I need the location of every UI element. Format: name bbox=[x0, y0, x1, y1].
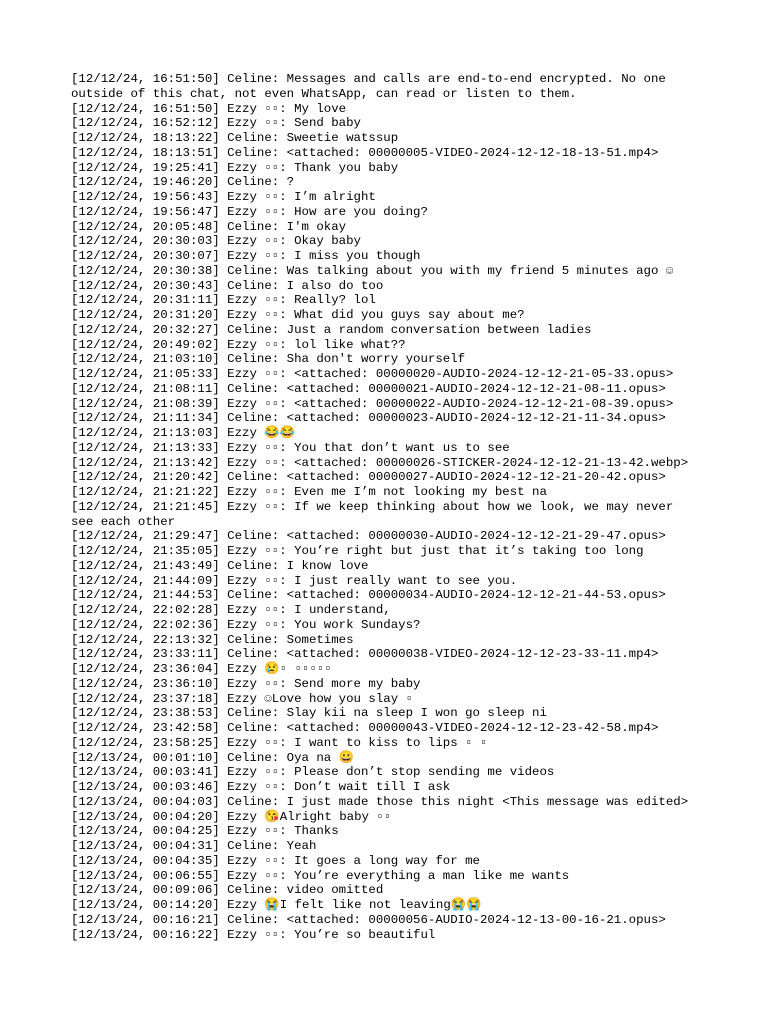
chat-message-line: [12/12/24, 23:58:25] Ezzy ▫▫: I want to kiss to lips ▫ ▫ bbox=[71, 735, 488, 750]
chat-message-line: [12/12/24, 23:37:18] Ezzy ☺Love how you slay ▫ bbox=[71, 691, 414, 706]
chat-message-line: [12/12/24, 20:49:02] Ezzy ▫▫: lol like what?? bbox=[71, 337, 406, 352]
chat-message-line: [12/12/24, 21:13:33] Ezzy ▫▫: You that don’t want us to see bbox=[71, 440, 510, 455]
chat-message-line: [12/12/24, 21:13:42] Ezzy ▫▫: <attached: 00000026-STICKER-2024-12-12-21-13-42.webp> bbox=[71, 455, 689, 470]
chat-message-line: [12/12/24, 20:05:48] Celine: I'm okay bbox=[71, 219, 347, 234]
chat-message-line: [12/12/24, 21:13:03] Ezzy 😂😂 bbox=[71, 426, 296, 440]
chat-message-line: [12/12/24, 21:44:53] Celine: <attached: 00000034-AUDIO-2024-12-12-21-44-53.opus> bbox=[71, 588, 666, 603]
chat-message-line: [12/13/24, 00:04:25] Ezzy ▫▫: Thanks bbox=[71, 824, 339, 839]
chat-message-line: [12/12/24, 22:02:36] Ezzy ▫▫: You work Sundays? bbox=[71, 617, 421, 632]
chat-message-line: [12/12/24, 18:13:22] Celine: Sweetie watssup bbox=[71, 131, 399, 145]
chat-message-line: [12/13/24, 00:04:20] Ezzy 😘Alright baby ▫▫ bbox=[71, 809, 392, 824]
chat-message-line: [12/12/24, 20:31:20] Ezzy ▫▫: What did you guys say about me? bbox=[71, 308, 525, 322]
chat-message-line: [12/12/24, 21:05:33] Ezzy ▫▫: <attached: 00000020-AUDIO-2024-12-12-21-05-33.opus> bbox=[71, 367, 674, 381]
chat-message-line: [12/12/24, 22:02:28] Ezzy ▫▫: I understand, bbox=[71, 603, 391, 617]
chat-message-line: [12/13/24, 00:14:20] Ezzy 😭I felt like not leaving😭😭 bbox=[71, 898, 482, 912]
chat-message-line: [12/12/24, 23:38:53] Celine: Slay kii na sleep I won go sleep ni bbox=[71, 706, 547, 721]
chat-message-line: [12/12/24, 20:30:07] Ezzy ▫▫: I miss you though bbox=[71, 249, 421, 263]
chat-message-line: [12/12/24, 20:30:43] Celine: I also do too bbox=[71, 278, 384, 293]
chat-message-line: [12/13/24, 00:04:31] Celine: Yeah bbox=[71, 839, 317, 853]
chat-message-line: [12/12/24, 20:31:11] Ezzy ▫▫: Really? lol bbox=[71, 293, 376, 308]
chat-message-line: [12/13/24, 00:04:35] Ezzy ▫▫: It goes a long way for me bbox=[71, 853, 480, 868]
chat-message-line: [12/12/24, 20:30:03] Ezzy ▫▫: Okay baby bbox=[71, 234, 361, 249]
chat-message-line: [12/12/24, 19:25:41] Ezzy ▫▫: Thank you baby bbox=[71, 160, 399, 175]
chat-message-line: [12/12/24, 22:13:32] Celine: Sometimes bbox=[71, 632, 354, 647]
chat-message-line: [12/12/24, 21:21:45] Ezzy ▫▫: If we keep thinking about how we look, we may never see each other bbox=[71, 499, 681, 529]
chat-message-line: [12/12/24, 21:11:34] Celine: <attached: 00000023-AUDIO-2024-12-12-21-11-34.opus> bbox=[71, 411, 666, 426]
chat-message-line: [12/13/24, 00:09:06] Celine: video omitted bbox=[71, 883, 384, 898]
chat-message-line: [12/12/24, 21:43:49] Celine: I know love bbox=[71, 558, 369, 573]
chat-message-line: [12/12/24, 18:13:51] Celine: <attached: 00000005-VIDEO-2024-12-12-18-13-51.mp4> bbox=[71, 145, 659, 160]
chat-message-line: [12/12/24, 21:08:11] Celine: <attached: 00000021-AUDIO-2024-12-12-21-08-11.opus> bbox=[71, 381, 666, 396]
chat-message-line: [12/12/24, 21:08:39] Ezzy ▫▫: <attached: 00000022-AUDIO-2024-12-12-21-08-39.opus> bbox=[71, 396, 674, 411]
chat-message-line: [12/12/24, 21:20:42] Celine: <attached: 00000027-AUDIO-2024-12-12-21-20-42.opus> bbox=[71, 470, 666, 485]
chat-message-line: [12/12/24, 23:36:04] Ezzy 😢▫ ▫▫▫▫▫ bbox=[71, 662, 332, 676]
chat-message-line: [12/13/24, 00:16:22] Ezzy ▫▫: You’re so beautiful bbox=[71, 927, 436, 942]
chat-message-line: [12/12/24, 16:52:12] Ezzy ▫▫: Send baby bbox=[71, 116, 361, 131]
chat-message-line: [12/13/24, 00:03:41] Ezzy ▫▫: Please don’t stop sending me videos bbox=[71, 765, 555, 780]
chat-message-line: [12/12/24, 23:36:10] Ezzy ▫▫: Send more my baby bbox=[71, 676, 421, 691]
chat-message-line: [12/12/24, 21:35:05] Ezzy ▫▫: You’re right but just that it’s taking too long bbox=[71, 544, 644, 558]
chat-message-line: [12/12/24, 23:33:11] Celine: <attached: 00000038-VIDEO-2024-12-12-23-33-11.mp4> bbox=[71, 647, 659, 662]
chat-message-line: [12/12/24, 16:51:50] Celine: Messages and calls are end-to-end encrypted. No one outside of this chat, not even WhatsApp, can read or listen to them. bbox=[71, 72, 674, 101]
chat-message-line: [12/12/24, 19:56:43] Ezzy ▫▫: I’m alright bbox=[71, 190, 376, 204]
chat-message-line: [12/13/24, 00:01:10] Celine: Oya na 😀 bbox=[71, 750, 355, 765]
chat-message-line: [12/12/24, 19:46:20] Celine: ? bbox=[71, 175, 295, 190]
chat-transcript bbox=[71, 72, 701, 942]
chat-message-line: [12/12/24, 21:44:09] Ezzy ▫▫: I just really want to see you. bbox=[71, 573, 518, 588]
chat-message-line: [12/12/24, 20:32:27] Celine: Just a random conversation between ladies bbox=[71, 322, 592, 337]
chat-message-line: [12/13/24, 00:04:03] Celine: I just made those this night <This message was edited> bbox=[71, 794, 689, 809]
chat-message-line: [12/12/24, 20:30:38] Celine: Was talking about you with my friend 5 minutes ago ☺ bbox=[71, 263, 674, 278]
chat-message-line: [12/12/24, 21:21:22] Ezzy ▫▫: Even me I’m not looking my best na bbox=[71, 485, 547, 499]
chat-message-line: [12/12/24, 23:42:58] Celine: <attached: 00000043-VIDEO-2024-12-12-23-42-58.mp4> bbox=[71, 721, 659, 735]
chat-message-line: [12/12/24, 21:03:10] Celine: Sha don't worry yourself bbox=[71, 352, 466, 367]
chat-message-line: [12/12/24, 19:56:47] Ezzy ▫▫: How are you doing? bbox=[71, 204, 428, 219]
chat-message-line: [12/12/24, 16:51:50] Ezzy ▫▫: My love bbox=[71, 101, 347, 116]
chat-message-line: [12/13/24, 00:16:21] Celine: <attached: 00000056-AUDIO-2024-12-13-00-16-21.opus> bbox=[71, 912, 666, 927]
chat-message-line: [12/13/24, 00:06:55] Ezzy ▫▫: You’re everything a man like me wants bbox=[71, 868, 570, 883]
chat-message-line: [12/13/24, 00:03:46] Ezzy ▫▫: Don’t wait till I ask bbox=[71, 780, 451, 794]
chat-message-line: [12/12/24, 21:29:47] Celine: <attached: 00000030-AUDIO-2024-12-12-21-29-47.opus> bbox=[71, 529, 666, 544]
